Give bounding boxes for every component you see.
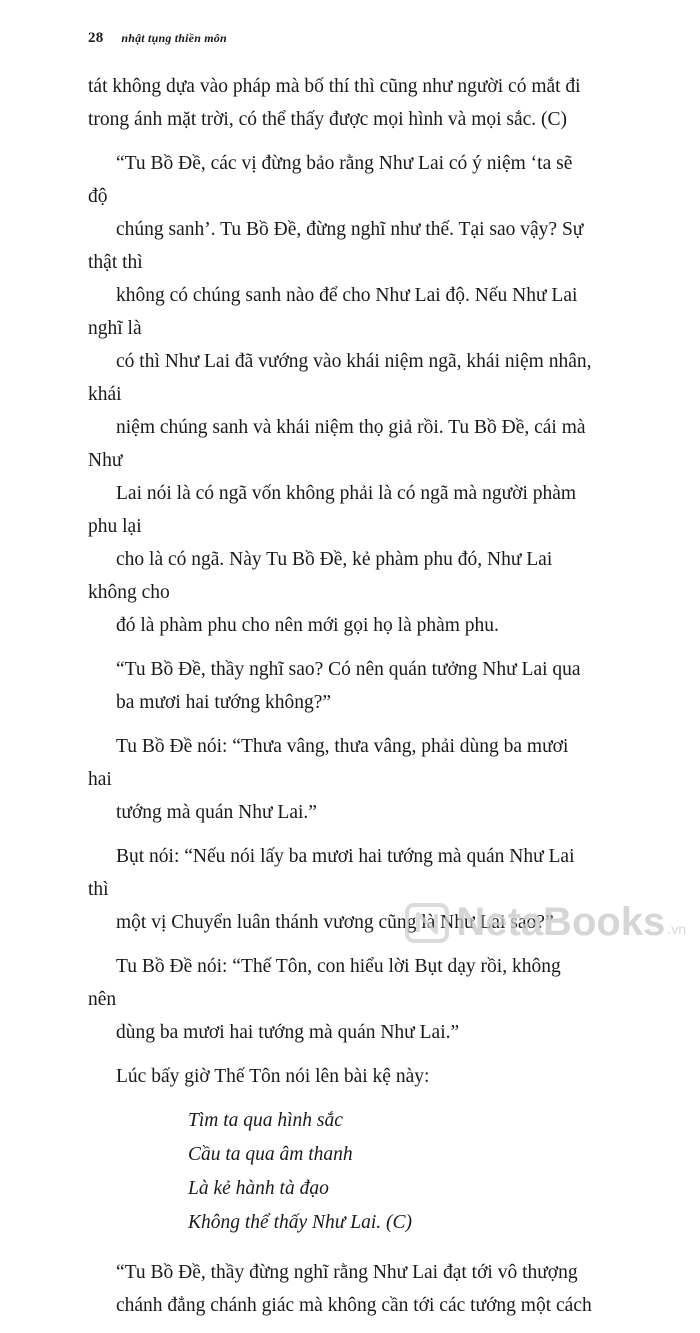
verse-line: Không thể thấy Như Lai. (C): [188, 1212, 413, 1233]
text-line: dùng ba mươi hai tướng mà quán Như Lai.”: [116, 1022, 460, 1043]
page-body: [88, 70, 593, 1333]
verse-line: Cầu ta qua âm thanh: [188, 1144, 353, 1165]
text-line: Bụt nói: “Nếu nói lấy ba mươi hai tướng mà quán Như Lai thì: [88, 846, 575, 900]
text-line: Tu Bồ Đề nói: “Thưa vâng, thưa vâng, phải dùng ba mươi hai: [88, 736, 569, 790]
paragraph: [88, 70, 593, 136]
page-number: 28: [88, 30, 104, 46]
paragraph: [88, 653, 593, 719]
paragraph: [88, 950, 593, 1049]
running-header: [88, 30, 227, 47]
text-line: không có chúng sanh nào để cho Như Lai độ. Nếu Như Lai nghĩ là: [88, 285, 578, 339]
verse-gatha: [188, 1104, 593, 1240]
text-line: ba mươi hai tướng không?”: [116, 692, 332, 713]
watermark: [404, 900, 686, 945]
paragraph: [88, 147, 593, 642]
text-line: đó là phàm phu cho nên mới gọi họ là phàm phu.: [116, 615, 499, 636]
text-line: Lai nói là có ngã vốn không phải là có ngã mà người phàm phu lại: [88, 483, 577, 537]
text-line: chúng sanh’. Tu Bồ Đề, đừng nghĩ như thế. Tại sao vậy? Sự thật thì: [88, 219, 584, 273]
text-line: có thì Như Lai đã vướng vào khái niệm ngã, khái niệm nhân, khái: [88, 351, 592, 405]
netabooks-logo-icon: [404, 902, 450, 944]
text-line: trong ánh mặt trời, có thể thấy được mọi hình và mọi sắc. (C): [88, 109, 568, 130]
text-line: “Tu Bồ Đề, thầy đừng nghĩ rằng Như Lai đạt tới vô thượng: [116, 1262, 578, 1283]
verse-line: Tìm ta qua hình sắc: [188, 1110, 343, 1131]
paragraph: [88, 1256, 593, 1322]
book-title: nhật tụng thiền môn: [121, 31, 227, 45]
watermark-suffix: .vn: [667, 921, 686, 937]
watermark-brand: NetaBooks: [456, 900, 666, 944]
text-line: cho là có ngã. Này Tu Bồ Đề, kẻ phàm phu đó, Như Lai không cho: [88, 549, 553, 603]
text-line: Tu Bồ Đề nói: “Thế Tôn, con hiểu lời Bụt dạy rồi, không nên: [88, 956, 561, 1010]
text-line: chánh đẳng chánh giác mà không cần tới các tướng một cách: [116, 1295, 592, 1316]
text-line: “Tu Bồ Đề, thầy nghĩ sao? Có nên quán tưởng Như Lai qua: [116, 659, 581, 680]
text-line: tướng mà quán Như Lai.”: [116, 802, 317, 823]
text-line: “Tu Bồ Đề, các vị đừng bảo rằng Như Lai có ý niệm ‘ta sẽ độ: [88, 153, 573, 207]
verse-line: Là kẻ hành tà đạo: [188, 1178, 329, 1199]
text-line: một vị Chuyển luân thánh vương cũng là Như Lai sao?”: [116, 912, 554, 933]
text-line: Lúc bấy giờ Thế Tôn nói lên bài kệ này:: [116, 1066, 430, 1087]
text-line: tát không dựa vào pháp mà bố thí thì cũng như người có mắt đi: [88, 76, 581, 97]
paragraph: [88, 1060, 593, 1093]
paragraph: [88, 730, 593, 829]
text-line: niệm chúng sanh và khái niệm thọ giả rồi. Tu Bồ Đề, cái mà Như: [88, 417, 586, 471]
